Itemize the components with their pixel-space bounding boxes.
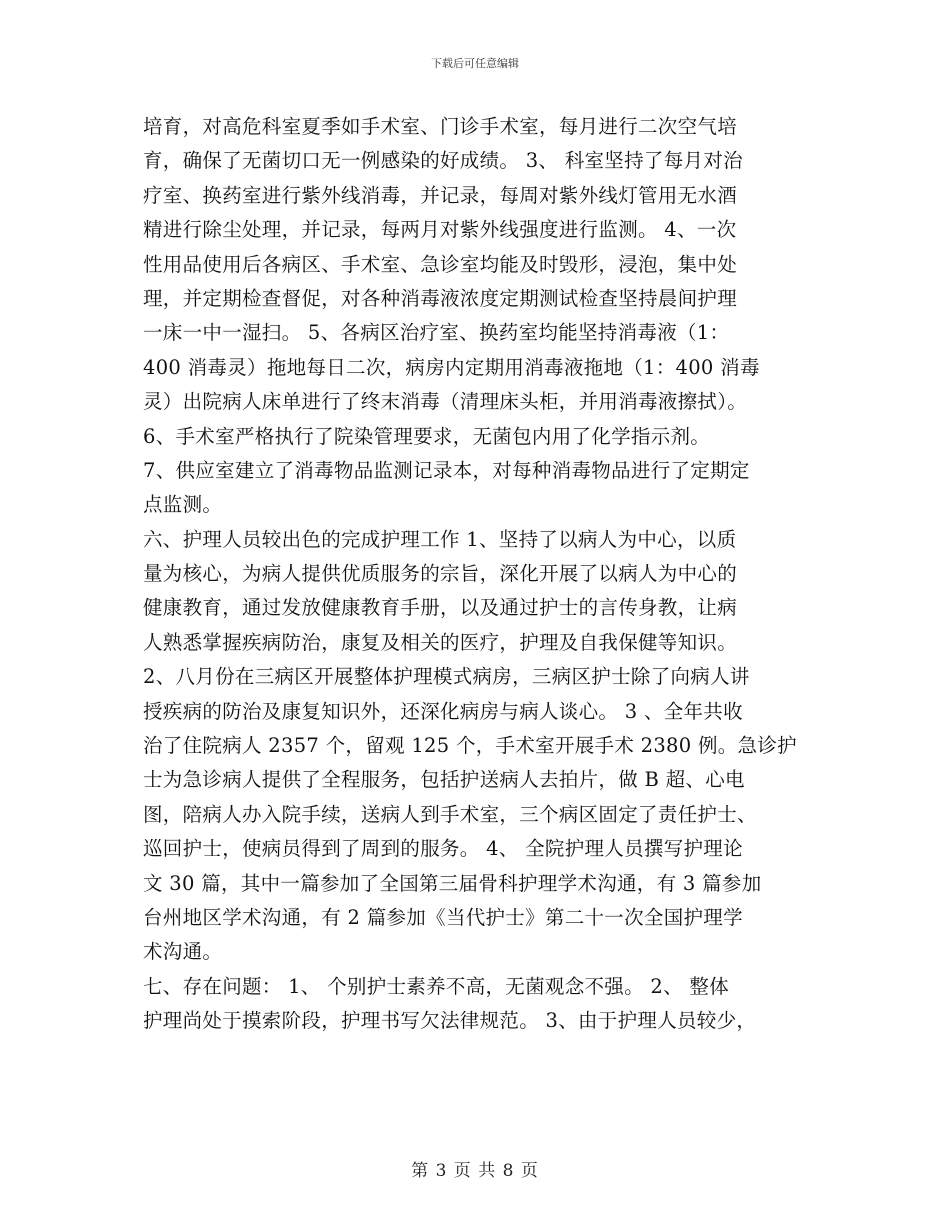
page-number-footer: 第 3 页 共 8 页	[411, 1161, 539, 1181]
page-header-note: 下载后可任意编辑	[431, 57, 519, 70]
text-line: 7、供应室建立了消毒物品监测记录本，对每种消毒物品进行了定期定	[143, 458, 750, 482]
text-line: 健康教育，通过发放健康教育手册，以及通过护士的言传身教，让病	[143, 596, 738, 620]
body-text	[143, 110, 807, 1039]
text-line: 巡回护士，使病员得到了周到的服务。 4、 全院护理人员撰写护理论	[143, 837, 743, 861]
text-line: 点监测。	[143, 493, 223, 517]
text-line: 培育，对高危科室夏季如手术室、门诊手术室，每月进行二次空气培	[143, 115, 738, 138]
text-line: 人熟悉掌握疾病防治，康复及相关的医疗，护理及自我保健等知识。	[143, 630, 738, 654]
text-line: 育，确保了无菌切口无一例感染的好成绩。 3、 科室坚持了每月对治	[143, 149, 743, 173]
text-line: 理，并定期检查督促，对各种消毒液浓度定期测试检查坚持晨间护理	[143, 286, 738, 310]
text-line: 术沟通。	[143, 940, 223, 964]
text-line: 士为急诊病人提供了全程服务，包括护送病人去拍片，做 B 超、心电	[143, 768, 745, 792]
text-line: 疗室、换药室进行紫外线消毒，并记录，每周对紫外线灯管用无水酒	[143, 183, 738, 207]
text-line: 性用品使用后各病区、手术室、急诊室均能及时毁形，浸泡，集中处	[143, 252, 738, 276]
text-line: 2、八月份在三病区开展整体护理模式病房，三病区护士除了向病人讲	[143, 665, 750, 689]
text-line: 护理尚处于摸索阶段，护理书写欠法律规范。 3、由于护理人员较少，	[143, 1009, 757, 1033]
text-line: 精进行除尘处理，并记录，每两月对紫外线强度进行监测。 4、一次	[143, 218, 737, 242]
text-line: 图，陪病人办入院手续，送病人到手术室，三个病区固定了责任护士、	[143, 802, 757, 826]
text-line: 六、护理人员较出色的完成护理工作 1、坚持了以病人为中心，以质	[143, 527, 737, 551]
text-line: 七、存在问题： 1、 个别护士素养不高，无菌观念不强。 2、 整体	[143, 974, 730, 998]
text-line: 灵）出院病人床单进行了终末消毒（清理床头柜，并用消毒液擦拭）。	[143, 390, 748, 414]
text-line: 授疾病的防治及康复知识外，还深化病房与病人谈心。 3 、全年共收	[143, 699, 743, 723]
text-line: 文 30 篇，其中一篇参加了全国第三届骨科护理学术沟通，有 3 篇参加	[143, 871, 762, 895]
text-line: 量为核心，为病人提供优质服务的宗旨，深化开展了以病人为中心的	[143, 562, 738, 586]
text-line: 治了住院病人 2357 个，留观 125 个，手术室开展手术 2380 例。急诊护	[143, 734, 797, 758]
text-line: 6、手术室严格执行了院染管理要求，无菌包内用了化学指示剂。	[143, 424, 711, 448]
text-line: 400 消毒灵）拖地每日二次，病房内定期用消毒液拖地（1：400 消毒	[143, 355, 760, 379]
text-line: 台州地区学术沟通，有 2 篇参加《当代护士》第二十一次全国护理学	[143, 905, 743, 929]
text-line: 一床一中一湿扫。 5、各病区治疗室、换药室均能坚持消毒液（1：	[143, 321, 730, 345]
